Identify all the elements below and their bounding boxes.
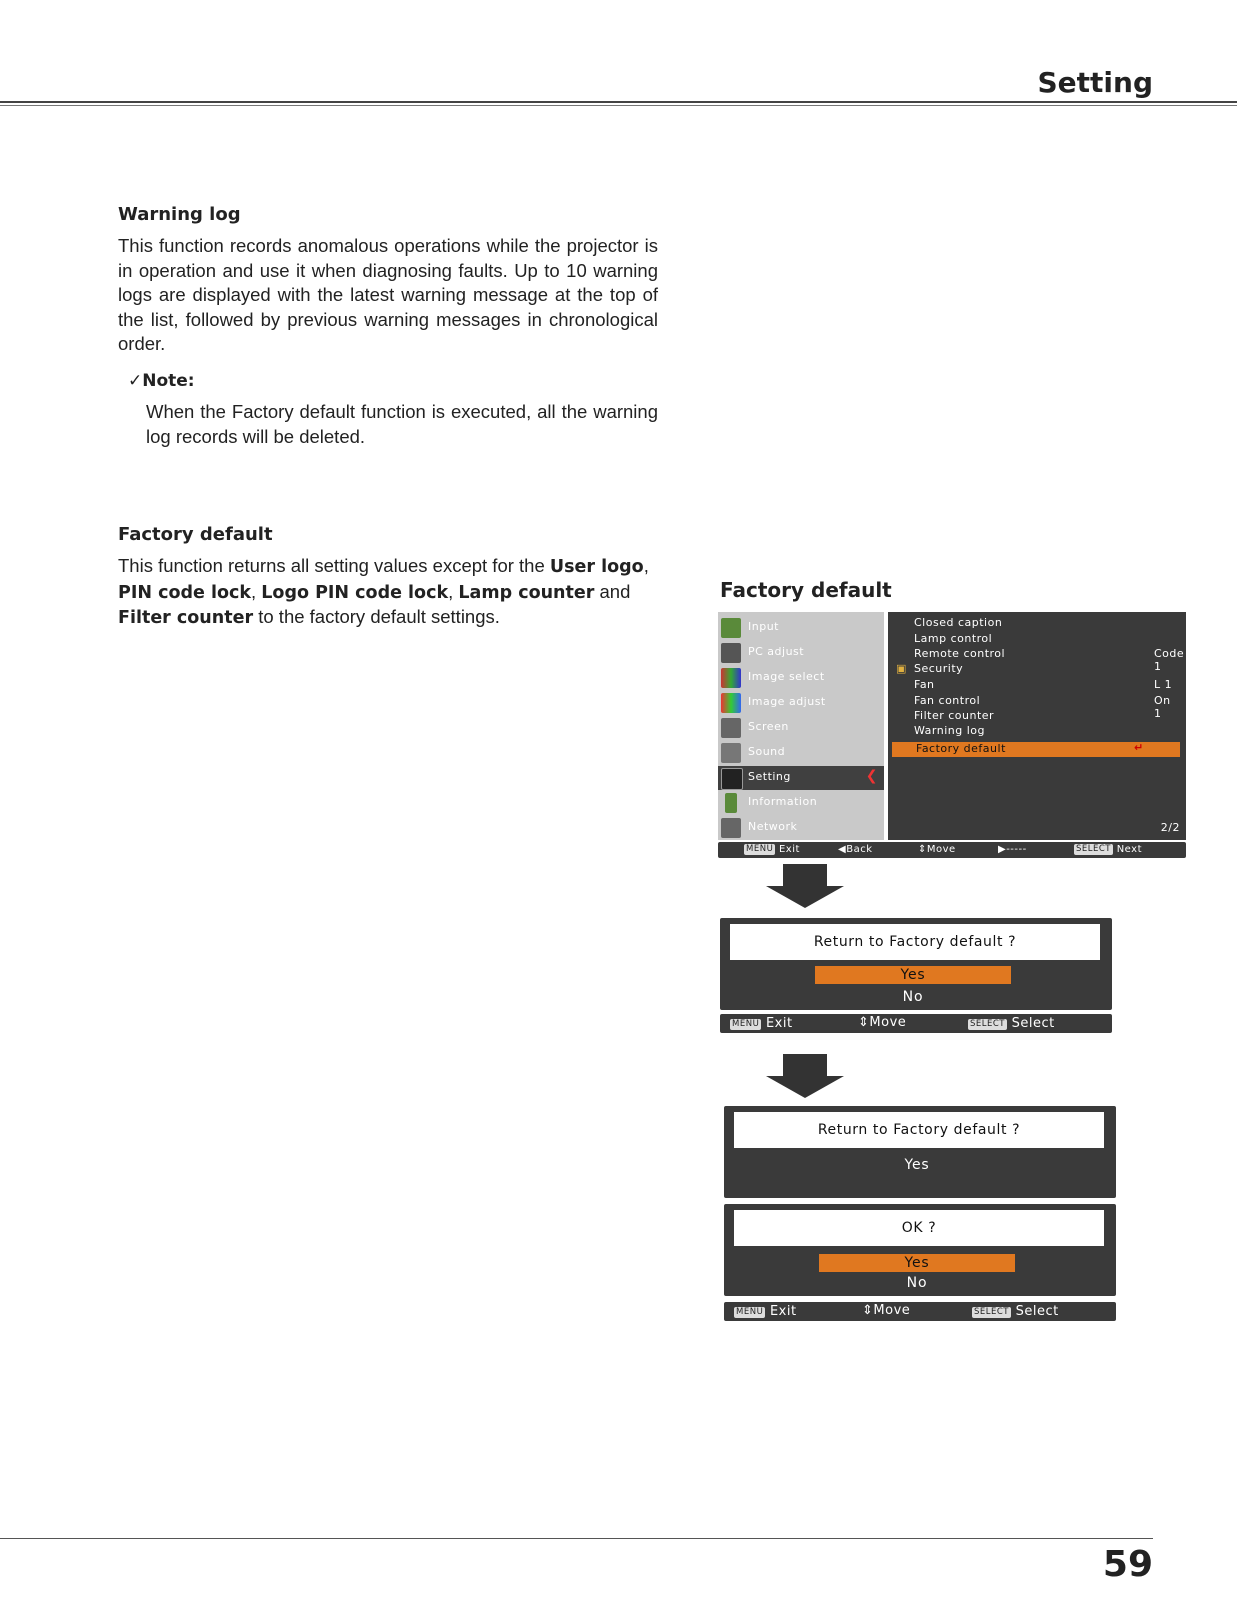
header-rule <box>0 101 1237 103</box>
note-text: When the Factory default function is executed, all the warning log records will be deleted. <box>146 401 658 447</box>
screen-icon <box>721 718 741 738</box>
factory-default-body: This function returns all setting values except for the User logo, PIN code lock, Logo PIN code lock, Lamp counter and Filter counter to the factory default settings. <box>118 555 649 628</box>
submenu-item[interactable]: Warning log <box>914 724 985 737</box>
wrench-icon <box>721 768 743 790</box>
dialog-question: OK ? <box>734 1210 1104 1246</box>
submenu <box>888 612 1186 840</box>
submenu-item[interactable]: Fan control On 1 <box>914 694 1171 720</box>
warning-log-heading: Warning log <box>118 204 241 225</box>
submenu-item[interactable]: Filter counter <box>914 709 995 722</box>
note-label: ✓Note: <box>128 371 195 391</box>
footer-rule <box>0 1538 1153 1539</box>
right-arrow-icon: ▶ <box>998 844 1007 855</box>
speaker-icon <box>721 743 741 763</box>
submenu-item[interactable]: ▣ Security <box>896 662 964 675</box>
dialog-question: Return to Factory default ? <box>730 924 1100 960</box>
down-arrow-icon <box>766 886 844 908</box>
image-adjust-icon <box>721 693 741 713</box>
enter-icon: ↵ <box>1134 741 1144 754</box>
dialog-question: Return to Factory default ? <box>734 1112 1104 1148</box>
yes-option[interactable]: Yes <box>815 966 1011 984</box>
left-arrow-icon: ◀ <box>838 844 847 855</box>
menu-item-network[interactable]: Network <box>718 816 884 840</box>
warning-log-body: This function records anomalous operations while the projector is in operation and use it when diagnosing faults. Up to 10 warning logs are displayed with the latest warning message at the top of the list, followed by previous warning messages in chronological order. <box>118 235 658 354</box>
monitor-icon <box>721 643 741 663</box>
dialog-status-bar: MENU Exit ⇕Move SELECT Select <box>720 1014 1112 1033</box>
updown-icon: ⇕ <box>862 1303 874 1318</box>
confirm-dialog-confirmed <box>724 1106 1116 1198</box>
down-arrow-stem <box>783 864 827 886</box>
chevron-left-icon: ❮ <box>865 768 878 784</box>
submenu-item[interactable]: Fan L 1 <box>914 678 1173 691</box>
lock-icon: ▣ <box>896 662 907 675</box>
no-option[interactable]: No <box>906 1275 928 1291</box>
dialog-status-bar: MENU Exit ⇕Move SELECT Select <box>724 1302 1116 1321</box>
menu-item-input[interactable]: Input <box>718 616 884 640</box>
down-arrow-stem <box>783 1054 827 1076</box>
section-title: Setting <box>1037 66 1153 99</box>
menu-item-image-adjust[interactable]: Image adjust <box>718 691 884 715</box>
yes-option[interactable]: Yes <box>904 1157 930 1173</box>
info-icon <box>725 793 737 813</box>
menu-item-setting[interactable]: Setting ❮ <box>718 766 884 790</box>
input-icon <box>721 618 741 638</box>
image-select-icon <box>721 668 741 688</box>
figure-caption: Factory default <box>720 578 892 602</box>
submenu-item[interactable]: Lamp control <box>914 632 993 645</box>
factory-default-heading: Factory default <box>118 524 273 545</box>
menu-item-image-select[interactable]: Image select <box>718 666 884 690</box>
down-arrow-icon <box>766 1076 844 1098</box>
menu-status-bar: MENU Exit ◀Back ⇕Move ▶----- SELECT Next <box>718 842 1186 858</box>
updown-icon: ⇕ <box>918 844 927 855</box>
menu-item-information[interactable]: Information <box>718 791 884 815</box>
submenu-item-selected[interactable]: Factory default ↵ <box>916 741 1144 755</box>
submenu-item[interactable]: Remote control Code 1 <box>914 647 1185 673</box>
main-menu <box>718 612 884 840</box>
confirm-dialog <box>720 918 1112 1010</box>
menu-item-sound[interactable]: Sound <box>718 741 884 765</box>
menu-item-pc-adjust[interactable]: PC adjust <box>718 641 884 665</box>
updown-icon: ⇕ <box>858 1015 870 1030</box>
page-indicator: 2/2 <box>1160 821 1180 834</box>
page-number: 59 <box>1102 1544 1153 1585</box>
network-icon <box>721 818 741 838</box>
ok-dialog <box>724 1204 1116 1296</box>
yes-option[interactable]: Yes <box>819 1254 1015 1272</box>
menu-item-screen[interactable]: Screen <box>718 716 884 740</box>
submenu-item[interactable]: Closed caption <box>914 616 1003 629</box>
header-rule-thin <box>0 105 1237 106</box>
no-option[interactable]: No <box>902 989 924 1005</box>
